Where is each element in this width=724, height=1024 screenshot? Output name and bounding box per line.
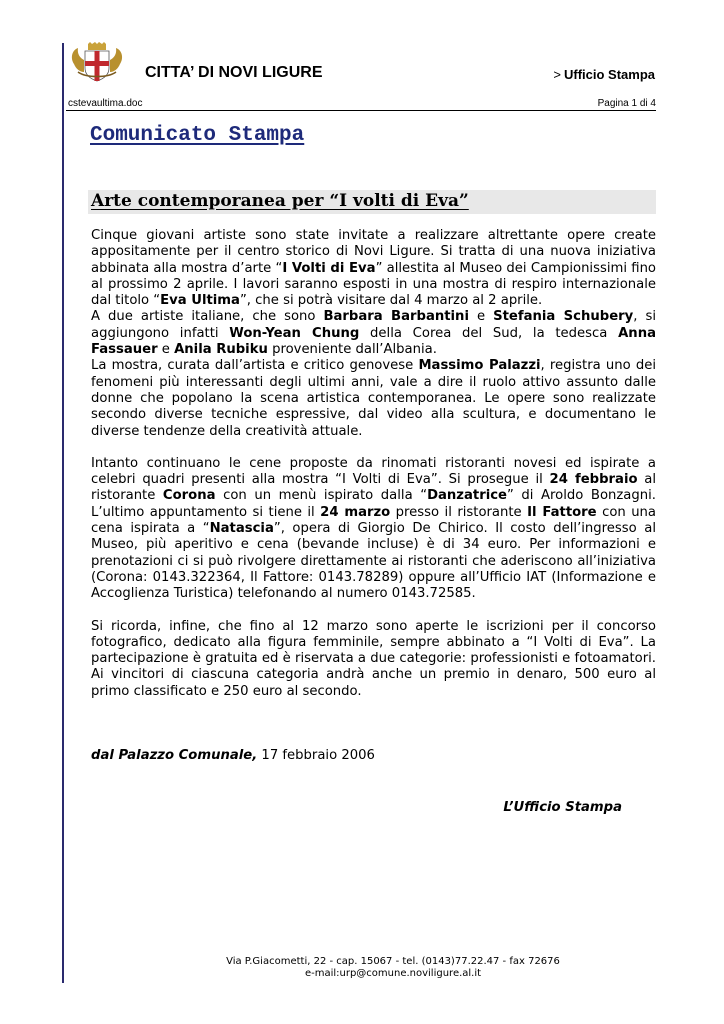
- paragraph-3: Si ricorda, infine, che fino al 12 marzo sono aperte le iscrizioni per il concorso fotografico, dedicato alla figura femminile, sempre abbinato a “I Volti di Eva”. La partecipazione è gratuita ed è riservata a due categorie: professionisti e fotoamatori. Ai vincitori di ciascuna categoria andrà anche un premio in denaro, 500 euro al primo classificato e 250 euro al secondo.: [91, 618, 656, 699]
- office-arrow: >: [553, 67, 561, 82]
- bold-text: Danzatrice: [427, 488, 507, 504]
- bold-text: Eva Ultima: [160, 293, 240, 309]
- bold-text: Il Fattore: [527, 504, 597, 520]
- office-label: [553, 67, 655, 82]
- text: con una cena ispirata a “: [91, 504, 656, 537]
- text: La mostra, curata dall’artista e critico genovese: [91, 358, 419, 374]
- header-rule: [66, 110, 656, 111]
- text: al ristorante: [91, 472, 656, 504]
- closing-place: dal Palazzo Comunale,: [91, 748, 258, 763]
- city-name: CITTA’ DI NOVI LIGURE: [145, 64, 323, 81]
- text: ” allestita al Museo dei Campionissimi fino al prossimo 2 aprile. I lavori saranno esposti in una mostra di respiro internazionale dal titolo “: [91, 260, 656, 309]
- bold-text: Natascia: [209, 521, 274, 537]
- bold-text: Stefania Schubery: [493, 309, 634, 325]
- text: ”, che si potrà visitare dal 4 marzo al 2 aprile.: [239, 293, 543, 309]
- bold-text: Corona: [162, 488, 216, 504]
- footer: [0, 956, 724, 980]
- bold-text: Anila Rubiku: [174, 342, 268, 358]
- paragraph-2: [91, 456, 656, 603]
- signature: L’Ufficio Stampa: [503, 800, 622, 815]
- text: ”, opera di Giorgio De Chirico. Il costo dell’ingresso al Museo, più aperitivo e cena (bevande incluse) è di 34 euro. Per informazioni e prenotazioni ci si può rivolgere direttamente ai ristoranti che aderiscono all’iniziativa (Corona: 0143.322364, Il Fattore: 0143.78289) oppure all’Ufficio IAT (Informazione e Accoglienza Turistica) telefonando al numero 0143.72585.: [91, 521, 656, 602]
- text: proveniente dall’Albania.: [267, 342, 437, 358]
- city-crest-icon: [68, 42, 126, 82]
- footer-email: e-mail:urp@comune.noviligure.al.it: [304, 968, 482, 979]
- text: e: [157, 342, 175, 358]
- bold-text: 24 febbraio: [549, 472, 638, 488]
- text: , registra uno dei fenomeni più interessanti degli ultimi anni, vale a dire il ruolo attivo assunto dalle donne che popolano la scena artistica contemporanea. Le opere sono realizzate secondo diverse tecniche espressive, dal video alla scultura, e documentano le diverse tendenze della creatività attuale.: [91, 358, 656, 439]
- text: presso il ristorante: [390, 504, 528, 520]
- bold-text: Anna Fassauer: [91, 325, 656, 358]
- text: Intanto continuano le cene proposte da rinomati ristoranti novesi ed ispirate a celebri quadri presenti alla mostra “I Volti di Eva”. Si prosegue il: [91, 455, 656, 488]
- text: con un menù ispirato dalla “: [215, 488, 428, 504]
- text: A due artiste italiane, che sono: [91, 309, 324, 325]
- bold-text: 24 marzo: [320, 504, 391, 520]
- subtitle-box: [88, 190, 656, 214]
- closing-line: [91, 748, 375, 763]
- office-name: Ufficio Stampa: [563, 67, 655, 82]
- bold-text: Massimo Palazzi: [418, 358, 541, 374]
- page-title: Comunicato Stampa: [90, 124, 305, 147]
- bold-text: Barbara Barbantini: [323, 309, 469, 325]
- closing-date: 17 febbraio 2006: [257, 748, 375, 763]
- subtitle: Arte contemporanea per “I volti di Eva”: [91, 191, 469, 211]
- text: della Corea del Sud, la tedesca: [359, 325, 619, 341]
- file-name: cstevaultima.doc: [68, 98, 143, 109]
- article-body: [91, 228, 656, 716]
- bold-text: Won-Yean Chung: [229, 325, 360, 341]
- bold-text: I Volti di Eva: [282, 260, 376, 276]
- footer-address: Via P.Giacometti, 22 - cap. 15067 - tel. (0143)77.22.47 - fax 72676: [226, 956, 560, 967]
- page-number: Pagina 1 di 4: [597, 98, 656, 109]
- text: ” di Aroldo Bonzagni. L’ultimo appuntamento si tiene il: [91, 488, 656, 520]
- text: Cinque giovani artiste sono state invitate a realizzare altrettante opere create appositamente per il centro storico di Novi Ligure. Si tratta di una nuova iniziativa abbinata alla mostra d’arte “: [91, 228, 656, 276]
- paragraph-1: [91, 228, 656, 440]
- text: e: [468, 309, 494, 325]
- text: , si aggiungono infatti: [91, 309, 656, 341]
- margin-line: [62, 43, 64, 983]
